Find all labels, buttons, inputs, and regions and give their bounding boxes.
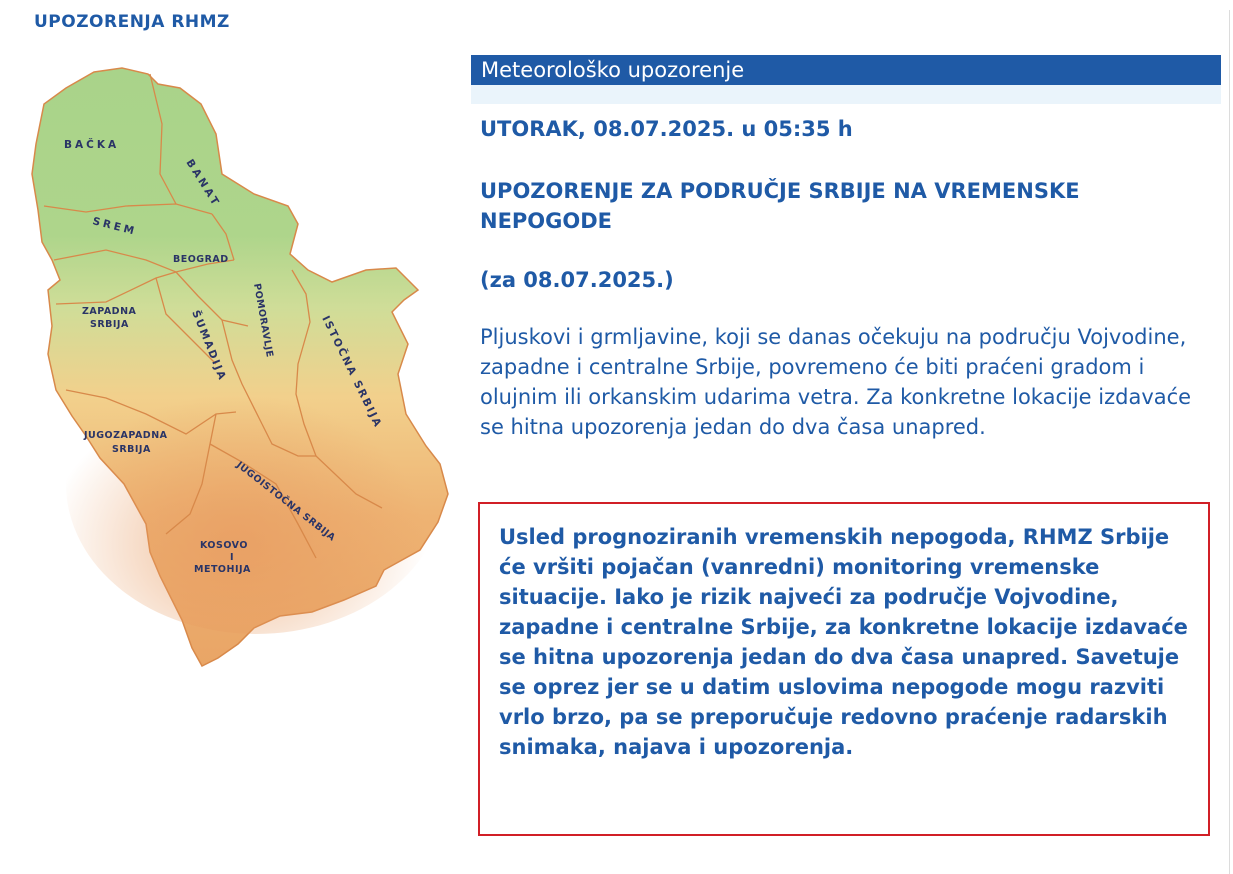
region-sumadija: ŠUMADIJA [189,308,229,383]
region-zapadna-srbija-line1: ZAPADNA [82,306,137,317]
warning-description: Pljuskovi i grmljavine, koji se danas očekuju na području Vojvodine, zapadne i centralne Srbije, povremeno će biti praćeni gradom i olujnim ili orkanskim udarima vetra. Za konkretne lokacije izdavaće se hitna upozorenja jedan do dva časa unapred. [480,325,1192,439]
monitoring-notice-text: Usled prognoziranih vremenskih nepogoda, RHMZ Srbije će vršiti pojačan (vanredni) monitoring vremenske situacije. Iako je rizik najveći za područje Vojvodine, zapadne i centralne Srbije, za konkretne lokacije izdavaće se hitna upozorenja jedan do dva časa unapred. Savetuje se oprez jer se u datim uslovima nepogode mogu razviti vrlo brzo, pa se preporučuje redovno praćenje radarskih snimaka, najava i upozorenja. [499,525,1188,759]
map-graphic [26,64,450,674]
region-jugozapadna-srbija-line1: JUGOZAPADNA [84,430,168,441]
region-pomoravlje: POMORAVLJE [251,282,275,359]
region-kosovo-line1: KOSOVO [200,540,248,551]
page-heading: UPOZORENJA RHMZ [34,12,230,32]
region-kosovo-line3: METOHIJA [194,564,251,575]
warning-title: UPOZORENJE ZA PODRUČJE SRBIJE NA VREMENSKE NEPOGODE [480,179,1080,233]
region-backa: BAČKA [64,139,120,151]
region-srem: SREM [91,215,139,238]
content-divider [1229,10,1230,874]
region-jugozapadna-srbija-line2: SRBIJA [112,444,151,455]
panel-title: Meteorološko upozorenje [471,55,1221,85]
warning-panel [471,55,1221,442]
warning-date: UTORAK, 08.07.2025. u 05:35 h [480,117,853,141]
serbia-regions-map[interactable] [26,64,450,674]
region-kosovo-line2: I [230,552,235,563]
warning-validity: (za 08.07.2025.) [480,268,674,292]
title-strip [471,85,1221,104]
region-beograd: BEOGRAD [173,254,229,265]
region-banat: BANAT [183,157,223,210]
region-zapadna-srbija-line2: SRBIJA [90,319,129,330]
region-istocna-srbija: ISTOČNA SRBIJA [319,314,385,431]
region-jugoistocna-srbija: JUGOISTOČNA SRBIJA [234,459,338,544]
monitoring-notice [478,502,1210,836]
